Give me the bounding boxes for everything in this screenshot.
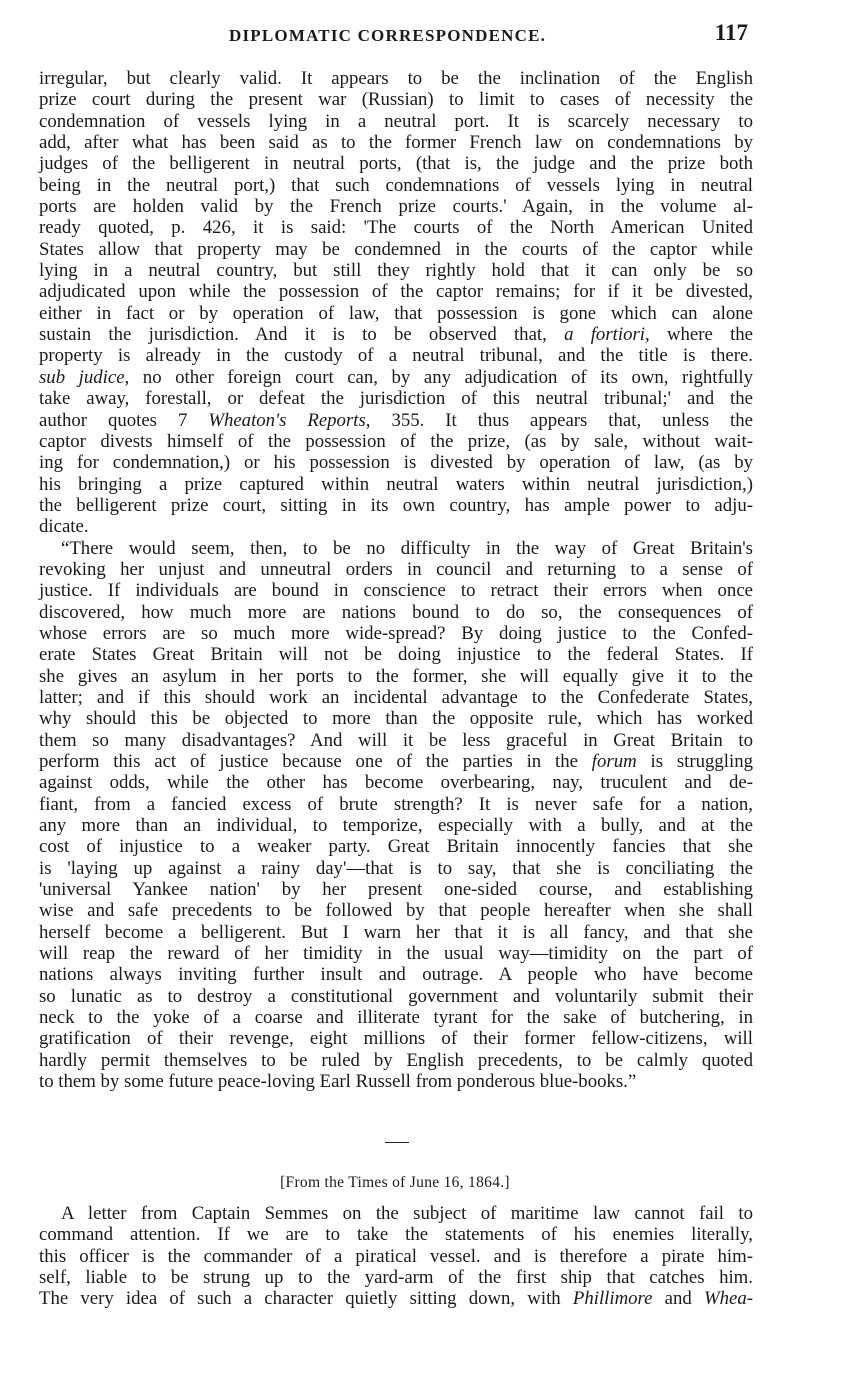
text-line: captor divests himself of the possession of the prize, (as by sale, without wait- bbox=[39, 430, 753, 452]
section-divider bbox=[385, 1142, 409, 1143]
text-line: The very idea of such a character quietly sitting down, with Phillimore and Whea- bbox=[39, 1288, 753, 1310]
text-line: them so many disadvantages? And will it be less graceful in Great Britain to bbox=[39, 729, 753, 751]
text-line: against odds, while the other has become overbearing, nay, truculent and de- bbox=[39, 772, 753, 794]
paragraph-3 bbox=[39, 1203, 753, 1310]
text-line: property is already in the custody of a neutral tribunal, and the title is there. bbox=[39, 345, 753, 367]
text-line: adjudicated upon while the possession of the captor remains; for if it be divested, bbox=[39, 281, 753, 303]
paragraph-1 bbox=[39, 68, 753, 538]
text-line: justice. If individuals are bound in conscience to retract their errors when once bbox=[39, 580, 753, 602]
text-line: hardly permit themselves to be ruled by English precedents, to be calmly quoted bbox=[39, 1049, 753, 1071]
text-line: she gives an asylum in her ports to the former, she will equally give it to the bbox=[39, 665, 753, 687]
text-line: is 'laying up against a rainy day'—that is to say, that she is conciliating the bbox=[39, 857, 753, 879]
text-line: nations always inviting further insult and outrage. A people who have become bbox=[39, 964, 753, 986]
page-header bbox=[0, 22, 849, 52]
text-line: “There would seem, then, to be no difficulty in the way of Great Britain's bbox=[61, 537, 753, 559]
text-line: herself become a belligerent. But I warn her that it is all fancy, and that she bbox=[39, 921, 753, 943]
text-line: the belligerent prize court, sitting in its own country, has ample power to adju- bbox=[39, 494, 753, 516]
text-line: whose errors are so much more wide-spread? By doing justice to the Confed- bbox=[39, 622, 753, 644]
text-line: lying in a neutral country, but still they rightly hold that it can only be so bbox=[39, 260, 753, 282]
running-head: DIPLOMATIC CORRESPONDENCE. bbox=[229, 26, 547, 45]
text-line: cost of injustice to a weaker party. Great Britain innocently fancies that she bbox=[39, 836, 753, 858]
text-line: fiant, from a fancied excess of brute strength? It is never safe for a nation, bbox=[39, 793, 753, 815]
text-line: ing for condemnation,) or his possession is divested by operation of law, (as by bbox=[39, 452, 753, 474]
text-line: condemnation of vessels lying in a neutral port. It is scarcely necessary to bbox=[39, 110, 753, 132]
text-line: either in fact or by operation of law, that possession is gone which can alone bbox=[39, 302, 753, 324]
text-line: perform this act of justice because one of the parties in the forum is struggling bbox=[39, 751, 753, 772]
text-line: to them by some future peace-loving Earl Russell from ponderous blue-books.” bbox=[39, 1071, 637, 1093]
text-line: judges of the belligerent in neutral ports, (that is, the judge and the prize both bbox=[39, 153, 753, 175]
text-line: this officer is the commander of a piratical vessel. and is therefore a pirate him- bbox=[39, 1245, 753, 1267]
text-line: 'universal Yankee nation' by her present one-sided course, and establishing bbox=[39, 879, 753, 901]
text-line: prize court during the present war (Russian) to limit to cases of necessity the bbox=[39, 89, 753, 111]
paragraph-2 bbox=[39, 538, 753, 1093]
text-line: take away, forestall, or defeat the jurisdiction of this neutral tribunal;' and the bbox=[39, 388, 753, 410]
text-line: author quotes 7 Wheaton's Reports, 355. It thus appears that, unless the bbox=[39, 409, 753, 431]
text-line: being in the neutral port,) that such condemnations of vessels lying in neutral bbox=[39, 174, 753, 196]
text-line: any more than an individual, to temporize, especially with a bully, and at the bbox=[39, 815, 753, 837]
text-line: so lunatic as to destroy a constitutional government and voluntarily submit their bbox=[39, 985, 753, 1007]
text-line: neck to the yoke of a coarse and illiterate tyrant for the sake of butchering, in bbox=[39, 1007, 753, 1029]
text-line: dicate. bbox=[39, 516, 89, 538]
page-number: 117 bbox=[714, 20, 748, 45]
text-line: gratification of their revenge, eight millions of their former fellow-citizens, will bbox=[39, 1028, 753, 1050]
body-text-continued bbox=[39, 1203, 753, 1310]
text-line: wise and safe precedents to be followed by that people hereafter when she shall bbox=[39, 900, 753, 922]
text-line: will reap the reward of her timidity in the usual way—timidity on the part of bbox=[39, 943, 753, 965]
text-line: sustain the jurisdiction. And it is to be observed that, a fortiori, where the bbox=[39, 324, 754, 346]
text-line: irregular, but clearly valid. It appears to be the inclination of the English bbox=[39, 68, 753, 89]
text-line: add, after what has been said as to the former French law on condemnations by bbox=[39, 132, 753, 154]
text-line: States allow that property may be condemned in the courts of the captor while bbox=[39, 238, 753, 260]
text-line: ports are holden valid by the French prize courts.' Again, in the volume al- bbox=[39, 196, 753, 218]
text-line: A letter from Captain Semmes on the subject of maritime law cannot fail to bbox=[61, 1203, 753, 1224]
source-citation: [From the Times of June 16, 1864.] bbox=[280, 1174, 510, 1191]
text-line: ready quoted, p. 426, it is said: 'The courts of the North American United bbox=[39, 217, 753, 239]
text-line: sub judice, no other foreign court can, by any adjudication of its own, rightfully bbox=[39, 366, 753, 388]
text-line: revoking her unjust and unneutral orders in council and returning to a sense of bbox=[39, 558, 753, 580]
text-line: command attention. If we are to take the statements of his enemies literally, bbox=[39, 1224, 753, 1246]
text-line: why should this be objected to more than the opposite rule, which has worked bbox=[39, 708, 753, 730]
text-line: latter; and if this should work an incidental advantage to the Confederate States, bbox=[39, 686, 753, 708]
body-text bbox=[39, 68, 753, 1093]
text-line: erate States Great Britain will not be doing injustice to the federal States. If bbox=[39, 644, 753, 666]
text-line: his bringing a prize captured within neutral waters within neutral jurisdiction,) bbox=[39, 473, 753, 495]
text-line: self, liable to be strung up to the yard-arm of the first ship that catches him. bbox=[39, 1267, 753, 1289]
text-line: discovered, how much more are nations bound to do so, the consequences of bbox=[39, 601, 753, 623]
